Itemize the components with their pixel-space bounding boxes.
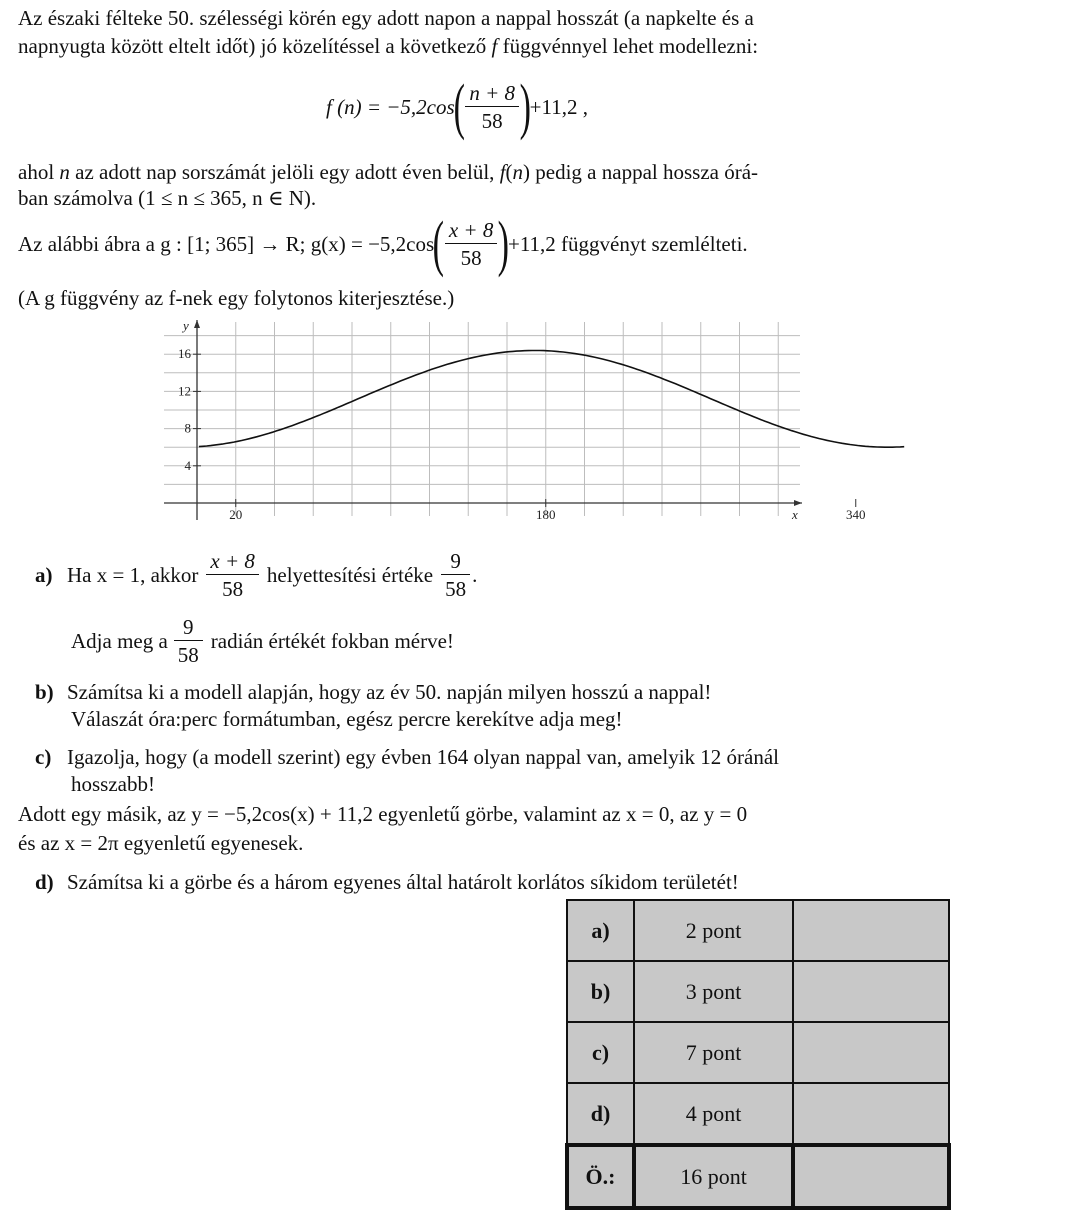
right-paren: ) [497, 210, 510, 278]
x-tick-label: 180 [536, 507, 556, 522]
part-a-period: . [472, 562, 478, 587]
y-axis-label: y [183, 318, 189, 333]
table-row [567, 1022, 949, 1083]
part-a-fraction-2 [441, 548, 470, 603]
x-axis-label: x [792, 507, 798, 522]
other-line-2: és az x = 2π egyenletű egyenesek. [18, 831, 304, 855]
score-points: 7 pont [634, 1022, 793, 1083]
function-curve [199, 351, 904, 448]
fraction-denominator: 58 [481, 108, 503, 133]
score-earned[interactable] [793, 1022, 949, 1083]
formula-g-after: +11,2 függvényt szemlélteti. [507, 231, 748, 256]
score-points: 16 pont [634, 1145, 793, 1208]
var-f: f [499, 160, 506, 184]
fraction-denominator: 58 [445, 576, 467, 601]
where-line-2: ban számolva (1 ≤ n ≤ 365, n ∈ N). [18, 186, 317, 210]
where-text: ahol [18, 160, 60, 184]
other-line-1: Adott egy másik, az y = −5,2cos(x) + 11,2 egyenletű görbe, valamint az x = 0, az y = 0 [18, 802, 748, 826]
score-table [565, 899, 951, 1210]
formula-g-line [18, 212, 748, 276]
left-paren: ( [432, 210, 445, 278]
x-tick-label: 340 [846, 507, 866, 522]
part-d-label: d) [35, 870, 54, 894]
score-points: 3 pont [634, 961, 793, 1022]
formula-f [326, 72, 588, 142]
formula-f-rhs: +11,2 , [529, 94, 588, 119]
part-c-line-1 [35, 745, 779, 770]
score-earned[interactable] [793, 1083, 949, 1145]
part-d-text: Számítsa ki a görbe és a három egyenes által határolt korlátos síkidom területét! [67, 870, 739, 894]
part-a-text: Ha x = 1, akkor [67, 562, 199, 587]
y-axis-arrow [194, 320, 200, 328]
note: (A g függvény az f-nek egy folytonos kiterjesztése.) [18, 286, 455, 310]
where-text: ) pedig a nappal hossza órá- [523, 160, 759, 184]
score-part: b) [567, 961, 634, 1022]
part-a-text: radián értékét fokban mérve! [210, 628, 454, 653]
part-a-fraction-3 [174, 614, 203, 669]
fraction-denominator: 58 [177, 642, 199, 667]
table-row [567, 1083, 949, 1145]
formula-f-fraction [465, 80, 519, 135]
fraction-numerator: 9 [174, 614, 203, 641]
part-c-line-2: hosszabb! [71, 772, 155, 796]
x-tick-label: 20 [229, 507, 243, 522]
fraction-denominator: 58 [460, 245, 482, 270]
part-c-text: Igazolja, hogy (a modell szerint) egy évben 164 olyan nappal van, amelyik 12 óránál [67, 745, 780, 769]
part-b-label: b) [35, 680, 54, 704]
y-tick-label: 16 [178, 346, 191, 362]
y-tick-label: 4 [184, 457, 191, 473]
table-row-total [567, 1145, 949, 1208]
part-c-label: c) [35, 745, 52, 769]
table-row [567, 961, 949, 1022]
intro-text: napnyugta között eltelt időt) jó közelítéssel a következő [18, 34, 492, 58]
var-n: n [512, 160, 524, 184]
fraction-denominator: 58 [222, 576, 244, 601]
formula-g-fraction [445, 217, 498, 272]
where-line-1 [18, 160, 758, 185]
part-b-line-1 [35, 680, 711, 705]
part-a-text: Adja meg a [71, 628, 168, 653]
intro-text-end: függvénnyel lehet modellezni: [497, 34, 759, 58]
part-a-fraction [206, 548, 259, 603]
intro-line-2 [18, 34, 758, 59]
part-d-line-1 [35, 870, 739, 895]
score-part: Ö.: [567, 1145, 634, 1208]
y-tick-label: 12 [178, 383, 191, 399]
score-part: d) [567, 1083, 634, 1145]
part-b-line-2: Válaszát óra:perc formátumban, egész percre kerekítve adja meg! [71, 707, 623, 731]
score-earned[interactable] [793, 961, 949, 1022]
part-a-line-2 [71, 610, 454, 672]
function-symbol: f [491, 34, 498, 58]
part-a-label: a) [35, 562, 53, 587]
fraction-numerator: x + 8 [206, 548, 259, 575]
formula-f-lhs: f (n) = −5,2cos [326, 94, 455, 119]
score-earned[interactable] [793, 900, 949, 961]
x-axis-arrow [794, 500, 802, 506]
var-n: n [59, 160, 70, 184]
daylight-chart [160, 316, 866, 522]
y-tick-label: 8 [184, 420, 191, 436]
where-text: az adott nap sorszámát jelöli egy adott éven belül, [69, 160, 500, 184]
fraction-numerator: n + 8 [465, 80, 519, 107]
score-part: a) [567, 900, 634, 961]
score-points: 4 pont [634, 1083, 793, 1145]
where-text: ( [505, 160, 513, 184]
part-a-text: helyettesítési értéke [266, 562, 434, 587]
part-a-line-1 [35, 544, 477, 606]
right-paren: ) [519, 73, 531, 141]
score-part: c) [567, 1022, 634, 1083]
left-paren: ( [453, 73, 465, 141]
intro-line-1: Az északi félteke 50. szélességi körén egy adott napon a nappal hosszát (a napkelte és a [18, 6, 754, 30]
fraction-numerator: 9 [441, 548, 470, 575]
table-row [567, 900, 949, 961]
formula-g-before: Az alábbi ábra a g : [1; 365] → R; g(x) = −5,2cos [18, 231, 435, 256]
score-earned[interactable] [793, 1145, 949, 1208]
part-b-text: Számítsa ki a modell alapján, hogy az év 50. napján milyen hosszú a nappal! [67, 680, 712, 704]
score-points: 2 pont [634, 900, 793, 961]
fraction-numerator: x + 8 [445, 217, 498, 244]
